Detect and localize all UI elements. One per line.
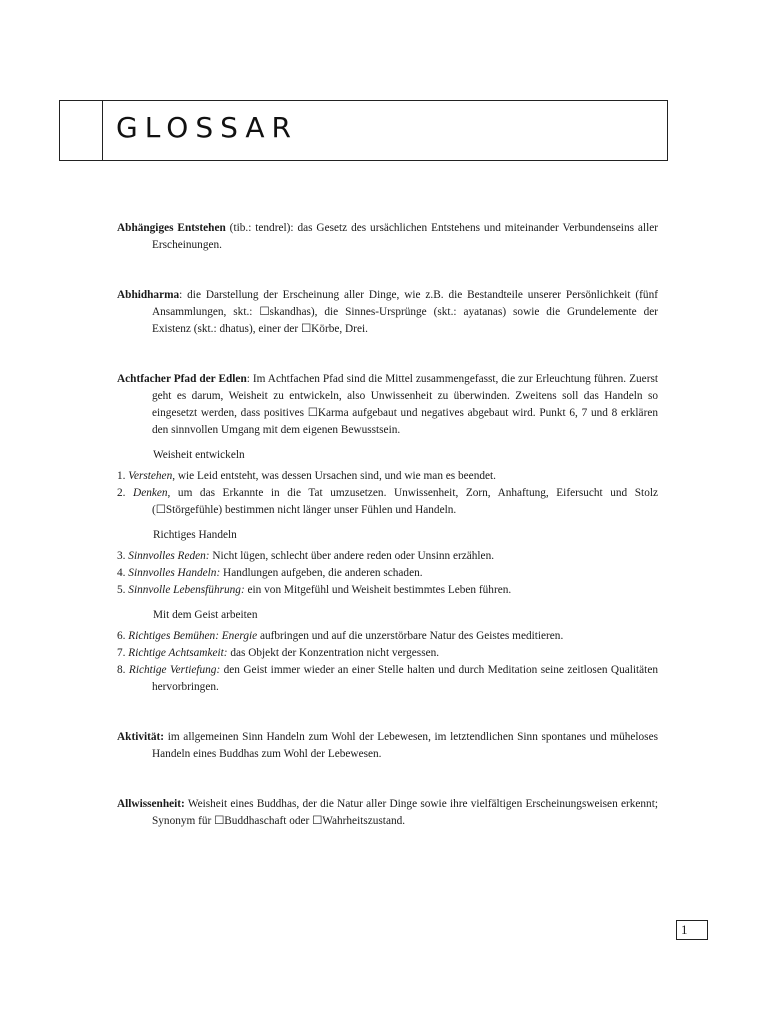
page-title: GLOSSAR: [116, 111, 299, 144]
entry-text: : Im Achtfachen Pfad sind die Mittel zusammengefasst, die zur Erleuchtung führen. Zuerst geht es darum, Weisheit zu entwickeln, also Unwissenheit zu überwinden. Zweitens soll das Handeln so eingesetzt werden, dass positives ☐Karma aufgebaut und negatives abgebaut wird. Punkt 6, 7 und 8 erklären den sinnvollen Umgang mit dem eigenen Bewusstsein.: [152, 373, 658, 436]
entry-text: Weisheit eines Buddhas, der die Natur aller Dinge sowie ihre vielfältigen Erscheinungsweisen erkennt; Synonym für ☐Buddhaschaft oder ☐Wahrheitszustand.: [152, 798, 658, 827]
glossary-entry-aktivitaet: [117, 729, 658, 763]
title-box: [59, 100, 668, 161]
path-item: [117, 582, 658, 599]
item-title: Verstehen: [128, 470, 173, 482]
item-number: 3.: [117, 550, 129, 562]
item-text: Handlungen aufgeben, die anderen schaden.: [220, 567, 423, 579]
path-item: [117, 548, 658, 565]
item-title: Denken: [133, 487, 168, 499]
item-title: Richtige Achtsamkeit:: [128, 647, 228, 659]
entry-term: Achtfacher Pfad der Edlen: [117, 373, 247, 385]
glossary-entry-achtfacher-pfad: [117, 371, 658, 696]
glossary-content: [117, 220, 658, 863]
path-item: [117, 628, 658, 645]
item-number: 4.: [117, 567, 129, 579]
item-text: , wie Leid entsteht, was dessen Ursachen sind, und wie man es beendet.: [172, 470, 496, 482]
entry-term: Aktivität:: [117, 731, 165, 743]
item-title: Sinnvolles Reden:: [128, 550, 210, 562]
item-number: 5.: [117, 584, 129, 596]
path-item: [117, 485, 658, 519]
glossary-entry-abhaengiges-entstehen: [117, 220, 658, 254]
entry-text: : die Darstellung der Erscheinung aller Dinge, wie z.B. die Bestandteile unserer Persönlichkeit (fünf Ansammlungen, skt.: ☐skandhas), die Sinnes-Ursprünge (skt.: ayatanas) sowie die Grundelemente der Existenz (skt.: dhatus), einer der ☐Körbe, Drei.: [152, 289, 658, 335]
item-number: 7.: [117, 647, 129, 659]
title-divider: [102, 101, 103, 160]
path-group-weisheit: [117, 447, 658, 519]
entry-text: (tib.: tendrel): das Gesetz des ursächlichen Entstehens und miteinander Verbundenseins aller Erscheinungen.: [152, 222, 658, 251]
group-heading: Richtiges Handeln: [153, 529, 237, 541]
item-title: Richtige Vertiefung:: [128, 664, 221, 676]
item-text: ein von Mitgefühl und Weisheit bestimmtes Leben führen.: [244, 584, 512, 596]
item-number: 2.: [117, 487, 134, 499]
item-text: Nicht lügen, schlecht über andere reden oder Unsinn erzählen.: [209, 550, 495, 562]
item-text: , um das Erkannte in die Tat umzusetzen. Unwissenheit, Zorn, Anhaftung, Eifersucht und Stolz (☐Störgefühle) bestimmen nicht länger unser Fühlen und Handeln.: [152, 487, 658, 516]
glossary-entry-abhidharma: [117, 287, 658, 338]
entry-text: im allgemeinen Sinn Handeln zum Wohl der Lebewesen, im letztendlichen Sinn spontanes und müheloses Handeln eines Buddhas zum Wohl der Lebewesen.: [152, 731, 658, 760]
item-text: das Objekt der Konzentration nicht vergessen.: [227, 647, 440, 659]
item-title: Sinnvolle Lebensführung:: [128, 584, 245, 596]
path-item: [117, 468, 658, 485]
page-number: 1: [676, 920, 708, 940]
path-item: [117, 565, 658, 582]
item-number: 8.: [117, 664, 129, 676]
entry-term: Abhängiges Entstehen: [117, 222, 226, 234]
item-title: Richtiges Bemühen: Energie: [128, 630, 258, 642]
item-number: 6.: [117, 630, 129, 642]
path-item: [117, 645, 658, 662]
entry-term: Allwissenheit:: [117, 798, 185, 810]
group-heading: Mit dem Geist arbeiten: [153, 609, 258, 621]
path-item: [117, 662, 658, 696]
path-group-geist: [117, 607, 658, 696]
entry-term: Abhidharma: [117, 289, 180, 301]
item-text: aufbringen und auf die unzerstörbare Natur des Geistes meditieren.: [257, 630, 564, 642]
group-heading: Weisheit entwickeln: [153, 449, 245, 461]
path-group-handeln: [117, 527, 658, 599]
glossary-entry-allwissenheit: [117, 796, 658, 830]
item-number: 1.: [117, 470, 129, 482]
item-title: Sinnvolles Handeln:: [128, 567, 221, 579]
item-text: den Geist immer wieder an einer Stelle halten und durch Meditation seine zeitlosen Qualitäten hervorbringen.: [152, 664, 658, 693]
